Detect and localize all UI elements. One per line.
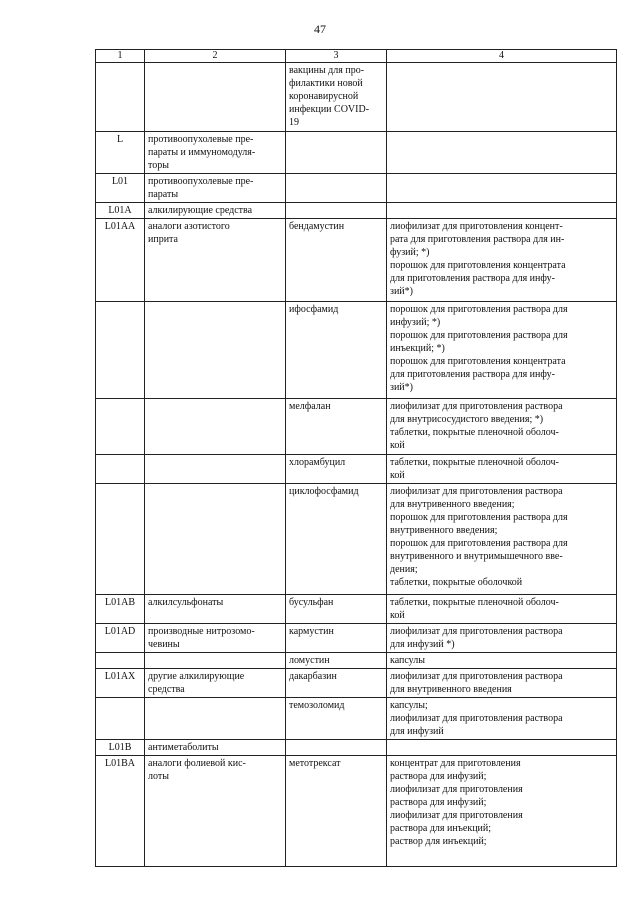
table-row <box>96 203 617 219</box>
atc-code-cell <box>96 653 145 669</box>
pharmacological-group-cell <box>145 484 286 595</box>
form-line: внутривенного введения; <box>390 525 498 536</box>
atc-code-cell: L01B <box>96 740 145 756</box>
table-row <box>96 484 617 595</box>
form-line: кой <box>390 610 405 621</box>
dosage-forms-cell <box>387 174 617 203</box>
form-line: лиофилизат для приготовления раствора <box>390 486 563 497</box>
drug-line: кармустин <box>289 626 334 637</box>
dosage-forms-cell <box>387 669 617 698</box>
dosage-forms-cell <box>387 132 617 174</box>
pharmacological-group-cell <box>145 63 286 132</box>
form-line: фузий; *) <box>390 247 430 258</box>
form-line: лиофилизат для приготовления раствора <box>390 671 563 682</box>
form-line: кой <box>390 440 405 451</box>
page-number: 47 <box>314 22 326 36</box>
form-line: для внутривенного введения; <box>390 499 515 510</box>
pharmacological-group-cell <box>145 595 286 624</box>
form-line: раствора для инфузий; <box>390 797 487 808</box>
dosage-forms-cell <box>387 653 617 669</box>
table-row <box>96 669 617 698</box>
drug-line: ифосфамид <box>289 304 339 315</box>
atc-code-cell <box>96 63 145 132</box>
atc-code-cell: L01AB <box>96 595 145 624</box>
pharmacological-group-cell <box>145 219 286 302</box>
pharmacological-group-cell <box>145 455 286 484</box>
atc-code-cell: L01 <box>96 174 145 203</box>
group-line: алкилирующие средства <box>148 205 253 216</box>
atc-code-cell <box>96 399 145 455</box>
group-line: чевины <box>148 639 180 650</box>
drug-line: вакцины для про- <box>289 65 365 76</box>
form-line: зий*) <box>390 286 413 297</box>
drug-line: дакарбазин <box>289 671 337 682</box>
dosage-forms-cell <box>387 484 617 595</box>
form-line: для внутрисосудистого введения; *) <box>390 414 544 425</box>
atc-code-cell <box>96 484 145 595</box>
form-line: лиофилизат для приготовления раствора <box>390 401 563 412</box>
dosage-forms-cell <box>387 595 617 624</box>
group-line: иприта <box>148 234 178 245</box>
dosage-forms-cell <box>387 698 617 740</box>
atc-code-cell: L01A <box>96 203 145 219</box>
form-line: порошок для приготовления раствора для <box>390 512 568 523</box>
atc-code-cell <box>96 302 145 399</box>
table-row <box>96 174 617 203</box>
form-line: для приготовления раствора для инфу- <box>390 273 555 284</box>
form-line: раствора для инъекций; <box>390 823 492 834</box>
dosage-forms-cell <box>387 624 617 653</box>
pharmacological-group-cell <box>145 174 286 203</box>
form-line: лиофилизат для приготовления раствора <box>390 713 563 724</box>
atc-code-cell: L01AA <box>96 219 145 302</box>
drug-line: бендамустин <box>289 221 345 232</box>
group-line: антиметаболиты <box>148 742 219 753</box>
form-line: порошок для приготовления концентрата <box>390 356 566 367</box>
dosage-forms-cell <box>387 455 617 484</box>
table-row <box>96 399 617 455</box>
form-line: таблетки, покрытые пленочной оболоч- <box>390 597 559 608</box>
drug-name-cell <box>286 132 387 174</box>
dosage-forms-cell <box>387 399 617 455</box>
form-line: таблетки, покрытые пленочной оболоч- <box>390 427 559 438</box>
dosage-forms-cell <box>387 219 617 302</box>
dosage-forms-cell <box>387 302 617 399</box>
form-line: лиофилизат для приготовления <box>390 810 523 821</box>
group-line: производные нитрозомо- <box>148 626 255 637</box>
group-line: параты <box>148 189 179 200</box>
dosage-forms-cell <box>387 63 617 132</box>
drug-name-cell <box>286 756 387 867</box>
drug-line: метотрексат <box>289 758 341 769</box>
column-header: 3 <box>286 50 387 63</box>
form-line: лиофилизат для приготовления <box>390 784 523 795</box>
dosage-forms-cell <box>387 740 617 756</box>
table-row <box>96 624 617 653</box>
atc-code-cell: L01AD <box>96 624 145 653</box>
form-line: порошок для приготовления концентрата <box>390 260 566 271</box>
table-row <box>96 219 617 302</box>
form-line: порошок для приготовления раствора для <box>390 330 568 341</box>
form-line: концентрат для приготовления <box>390 758 521 769</box>
pharmacological-group-cell <box>145 132 286 174</box>
table-row <box>96 455 617 484</box>
pharmacological-group-cell <box>145 698 286 740</box>
table-row <box>96 595 617 624</box>
table-row <box>96 756 617 867</box>
pharmacological-group-cell <box>145 740 286 756</box>
group-line: противоопухолевые пре- <box>148 134 254 145</box>
drug-name-cell <box>286 174 387 203</box>
drug-line: бусульфан <box>289 597 334 608</box>
drug-name-cell <box>286 203 387 219</box>
form-line: кой <box>390 470 405 481</box>
column-header: 1 <box>96 50 145 63</box>
drug-name-cell <box>286 624 387 653</box>
drug-line: хлорамбуцил <box>289 457 346 468</box>
drug-line: 19 <box>289 117 299 128</box>
drug-name-cell <box>286 484 387 595</box>
drug-line: циклофосфамид <box>289 486 359 497</box>
table-row <box>96 698 617 740</box>
form-line: капсулы <box>390 655 425 666</box>
pharmacological-group-cell <box>145 756 286 867</box>
atc-code-cell: L01BA <box>96 756 145 867</box>
group-line: параты и иммуномодуля- <box>148 147 256 158</box>
group-line: торы <box>148 160 169 171</box>
table-row <box>96 740 617 756</box>
form-line: таблетки, покрытые пленочной оболоч- <box>390 457 559 468</box>
table-header-row <box>96 50 617 63</box>
drug-name-cell <box>286 669 387 698</box>
drug-name-cell <box>286 595 387 624</box>
form-line: рата для приготовления раствора для ин- <box>390 234 565 245</box>
drug-name-cell <box>286 399 387 455</box>
group-line: алкилсульфонаты <box>148 597 224 608</box>
form-line: порошок для приготовления раствора для <box>390 538 568 549</box>
table-row <box>96 653 617 669</box>
form-line: для инфузий *) <box>390 639 455 650</box>
drug-name-cell <box>286 455 387 484</box>
form-line: таблетки, покрытые оболочкой <box>390 577 523 588</box>
pharmacological-group-cell <box>145 653 286 669</box>
atc-code-cell: L <box>96 132 145 174</box>
form-line: для приготовления раствора для инфу- <box>390 369 555 380</box>
drug-name-cell <box>286 302 387 399</box>
drug-name-cell <box>286 219 387 302</box>
dosage-forms-cell <box>387 203 617 219</box>
dosage-forms-cell <box>387 756 617 867</box>
table-row <box>96 302 617 399</box>
form-line: инъекций; *) <box>390 343 445 354</box>
column-header: 2 <box>145 50 286 63</box>
drug-line: инфекции COVID- <box>289 104 370 115</box>
drug-table <box>95 49 617 867</box>
form-line: внутривенного и внутримышечного вве- <box>390 551 563 562</box>
form-line: лиофилизат для приготовления концент- <box>390 221 563 232</box>
form-line: лиофилизат для приготовления раствора <box>390 626 563 637</box>
drug-name-cell <box>286 63 387 132</box>
drug-line: ломустин <box>289 655 330 666</box>
form-line: зий*) <box>390 382 413 393</box>
form-line: для внутривенного введения <box>390 684 512 695</box>
drug-name-cell <box>286 698 387 740</box>
group-line: средства <box>148 684 185 695</box>
drug-name-cell <box>286 740 387 756</box>
form-line: дения; <box>390 564 418 575</box>
pharmacological-group-cell <box>145 624 286 653</box>
drug-line: филактики новой <box>289 78 363 89</box>
drug-line: мелфалан <box>289 401 331 412</box>
drug-line: темозоломид <box>289 700 345 711</box>
form-line: порошок для приготовления раствора для <box>390 304 568 315</box>
pharmacological-group-cell <box>145 203 286 219</box>
form-line: раствор для инъекций; <box>390 836 487 847</box>
drug-name-cell <box>286 653 387 669</box>
form-line: инфузий; *) <box>390 317 441 328</box>
form-line: для инфузий <box>390 726 444 737</box>
group-line: аналоги фолиевой кис- <box>148 758 246 769</box>
group-line: лоты <box>148 771 169 782</box>
form-line: капсулы; <box>390 700 428 711</box>
pharmacological-group-cell <box>145 302 286 399</box>
pharmacological-group-cell <box>145 399 286 455</box>
atc-code-cell <box>96 698 145 740</box>
atc-code-cell: L01AX <box>96 669 145 698</box>
drug-line: коронавирусной <box>289 91 359 102</box>
atc-code-cell <box>96 455 145 484</box>
group-line: противоопухолевые пре- <box>148 176 254 187</box>
group-line: другие алкилирующие <box>148 671 245 682</box>
table-row <box>96 63 617 132</box>
column-header: 4 <box>387 50 617 63</box>
pharmacological-group-cell <box>145 669 286 698</box>
table-row <box>96 132 617 174</box>
group-line: аналоги азотистого <box>148 221 230 232</box>
form-line: раствора для инфузий; <box>390 771 487 782</box>
